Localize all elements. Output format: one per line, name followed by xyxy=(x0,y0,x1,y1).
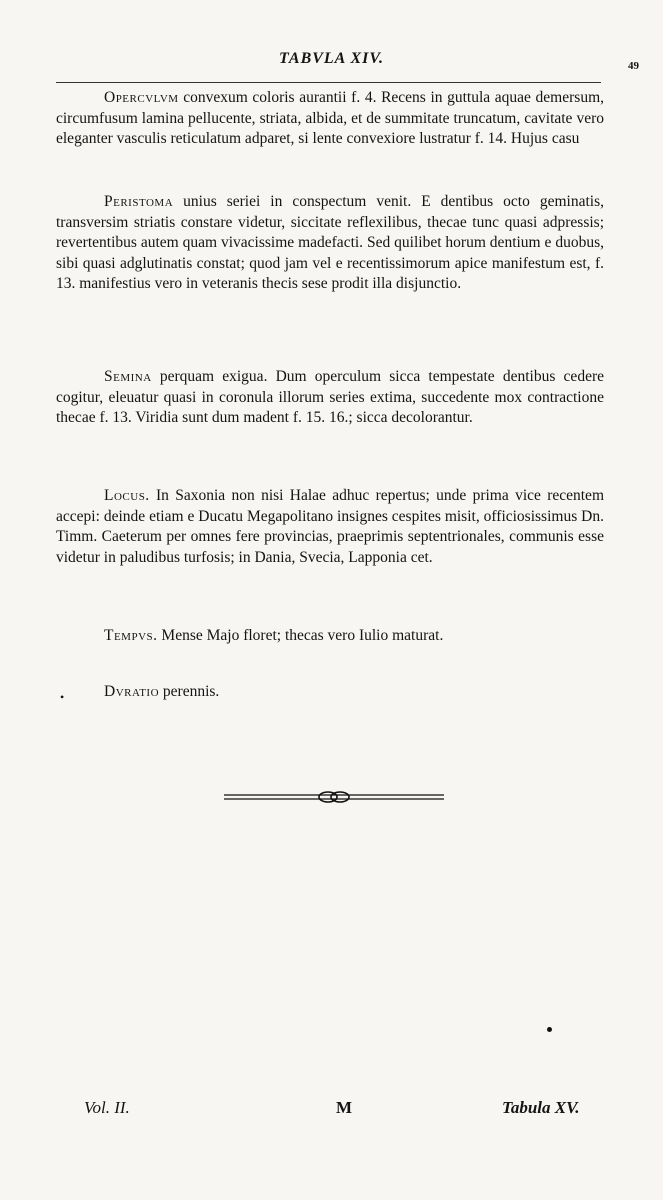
running-title: TABVLA XIV. xyxy=(279,50,384,67)
margin-dot: • xyxy=(60,690,65,704)
ink-speck xyxy=(547,1027,552,1032)
paragraph-text: perennis. xyxy=(159,683,220,700)
paragraph-lead: Locus. xyxy=(104,487,150,504)
page-number: 49 xyxy=(628,60,639,72)
paragraph-peristoma xyxy=(56,192,604,295)
paragraph-lead: Dvratio xyxy=(104,683,160,700)
paragraph-operculum xyxy=(56,88,604,150)
paragraph-lead: Tempvs. xyxy=(104,627,158,644)
paragraph-lead: Peristoma xyxy=(104,193,174,210)
paragraph-tempus xyxy=(56,626,604,647)
paragraph-text: convexum coloris aurantii f. 4. Recens in guttula aquae demersum, circumfusum lamina pellucente, striata, albida, et de summitate truncatum, cavitate vero eleganter vasculis reticulatum adparet, si lente convexiore lustratur f. 14. Hujus casu xyxy=(56,89,604,147)
paragraph-text: Mense Majo floret; thecas vero Iulio maturat. xyxy=(157,627,444,644)
volume-mark: Vol. II. xyxy=(84,1098,130,1117)
paragraph-text: unius seriei in conspectum venit. E dentibus octo geminatis, transversim striatis constare videtur, siccitate reflexilibus, thecae tunc quasi adpressis; revertentibus autem quam vivacissime madefacti. Sed quilibet horum dentium e duobus, sibi quasi adglutinatis constat; quod jam vel e recentissimorum apice manifestum est, f. 13. manifestius vero in veteranis thecis sese prodit illa disjunctio. xyxy=(56,193,604,292)
paragraph-lead: Opercvlvm xyxy=(104,89,179,106)
paragraph-duratio xyxy=(56,682,604,703)
header-rule xyxy=(56,82,601,83)
paragraph-locus xyxy=(56,486,604,568)
paragraph-text: In Saxonia non nisi Halae adhuc repertus; unde prima vice recentem accepi: deinde etiam e Ducatu Megapolitano insignes cespites misit, officiosissimus Dn. Timm. Caeterum per omnes fere provincias, praeprimis septentrionales, communis esse videtur in paludibus turfosis; in Dania, Svecia, Lapponia cet. xyxy=(56,487,604,566)
catchword: Tabula XV. xyxy=(502,1098,580,1117)
signature-mark: M xyxy=(336,1098,353,1117)
end-ornament xyxy=(224,791,444,803)
paragraph-text: perquam exigua. Dum operculum sicca tempestate dentibus cedere cogitur, eleuatur quasi in coronula illorum series extima, succedente mox contractione thecae f. 13. Viridia sunt dum madent f. 15. 16.; sicca decolorantur. xyxy=(56,368,604,426)
paragraph-semina xyxy=(56,367,604,429)
paragraph-lead: Semina xyxy=(104,368,152,385)
